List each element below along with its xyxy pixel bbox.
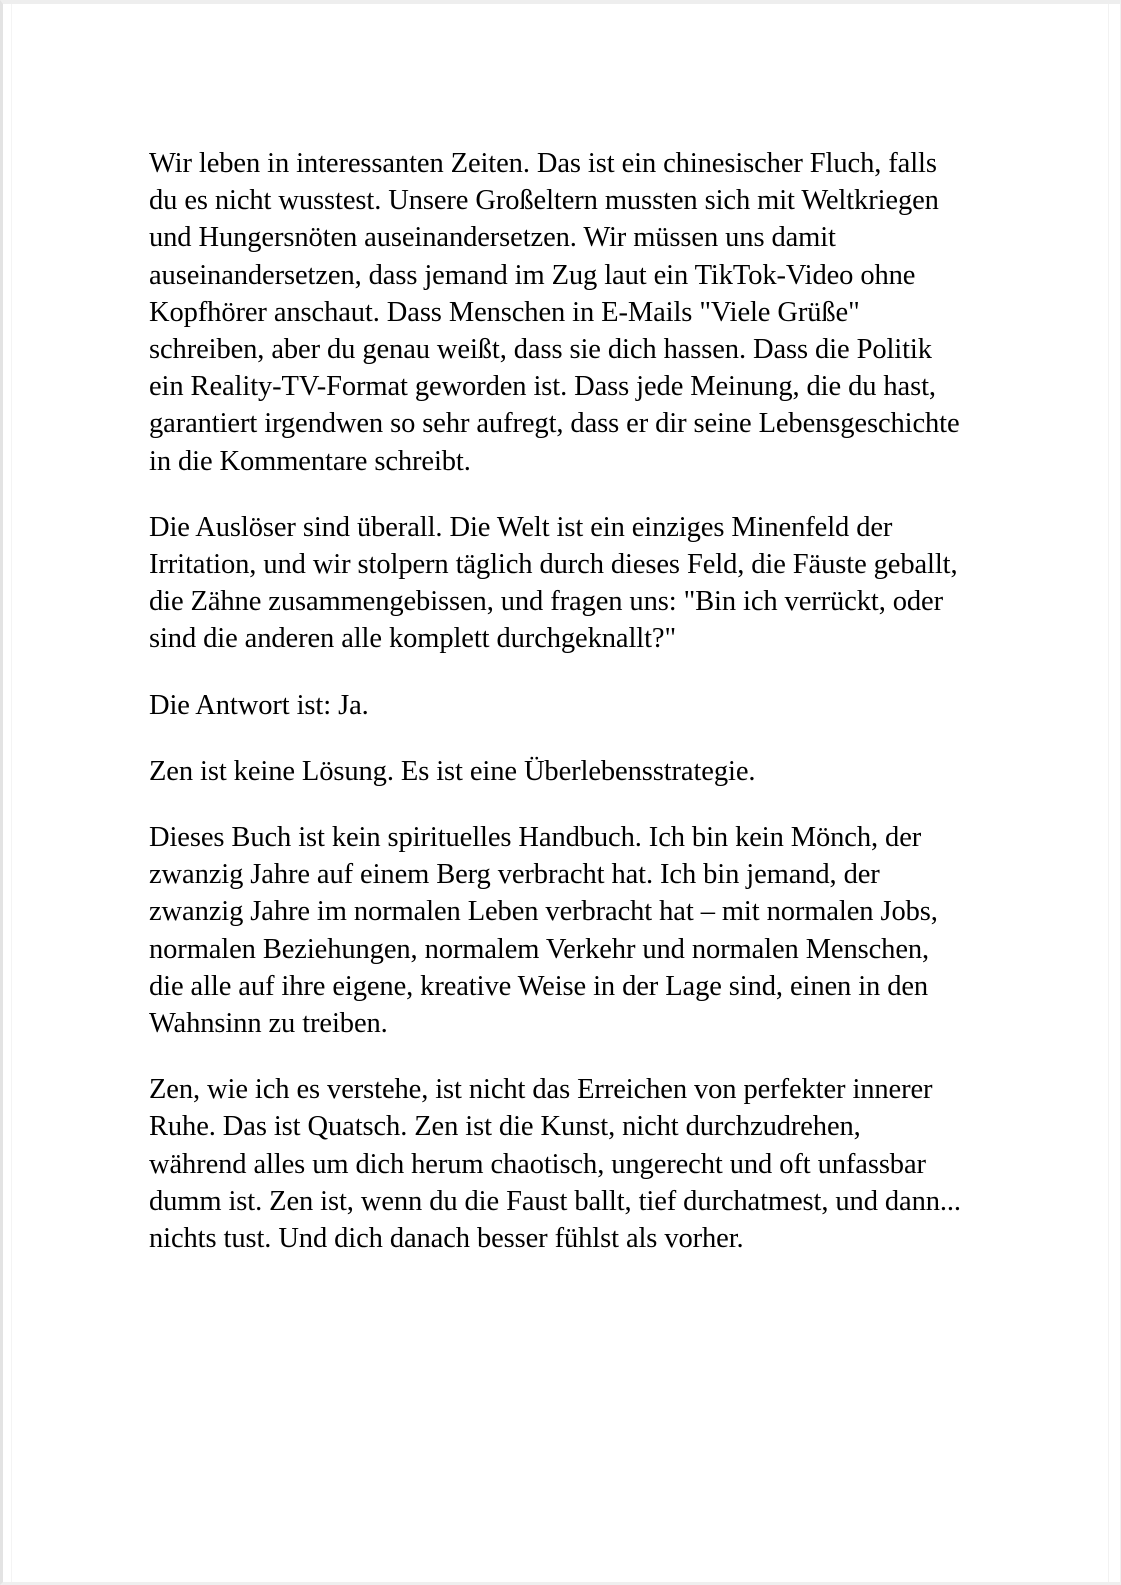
paragraph: Die Antwort ist: Ja. (149, 689, 369, 721)
paragraph: Wir leben in interessanten Zeiten. Das ist ein chinesischer Fluch, falls du es nicht wusstest. Unsere Großeltern mussten sich mit Weltkriegen und Hungersnöten auseinandersetzen. Wir müssen uns damit auseinandersetzen, dass jemand im Zug laut ein TikTok-Video ohne Kopfhörer anschaut. Dass Menschen in E-Mails "Viele Grüße" schreiben, aber du genau weißt, dass sie dich hassen. Dass die Politik ein Reality-TV-Format geworden ist. Dass jede Meinung, die du hast, garantiert irgendwen so sehr aufregt, dass er dir seine Lebensgeschichte in die Kommentare schreibt. (149, 148, 967, 477)
paragraph: Zen, wie ich es verstehe, ist nicht das Erreichen von perfekter innerer Ruhe. Das ist Quatsch. Zen ist die Kunst, nicht durchzudrehen, während alles um dich herum chaotisch, ungerecht und oft unfassbar dumm ist. Zen ist, wenn du die Faust ballt, tief durchatmest, und dann... nichts tust. Und dich danach besser fühlst als vorher. (149, 1074, 968, 1255)
paragraph: Dieses Buch ist kein spirituelles Handbuch. Ich bin kein Mönch, der zwanzig Jahre auf einem Berg verbracht hat. Ich bin jemand, der zwanzig Jahre im normalen Leben verbracht hat – mit normalen Jobs, normalen Beziehungen, normalem Verkehr und normalen Menschen, die alle auf ihre eigene, kreative Weise in der Lage sind, einen in den Wahnsinn zu treiben. (149, 822, 945, 1040)
page-edge-right (1108, 4, 1109, 1582)
paragraph: Zen ist keine Lösung. Es ist eine Überlebensstrategie. (149, 755, 756, 787)
page-edge-left (11, 4, 12, 1582)
body-text-column (149, 145, 968, 1257)
paragraph: Die Auslöser sind überall. Die Welt ist ein einziges Minenfeld der Irritation, und wir stolpern täglich durch dieses Feld, die Fäuste geballt, die Zähne zusammengebissen, und fragen uns: "Bin ich verrückt, oder sind die anderen alle komplett durchgeknallt?" (149, 511, 965, 655)
